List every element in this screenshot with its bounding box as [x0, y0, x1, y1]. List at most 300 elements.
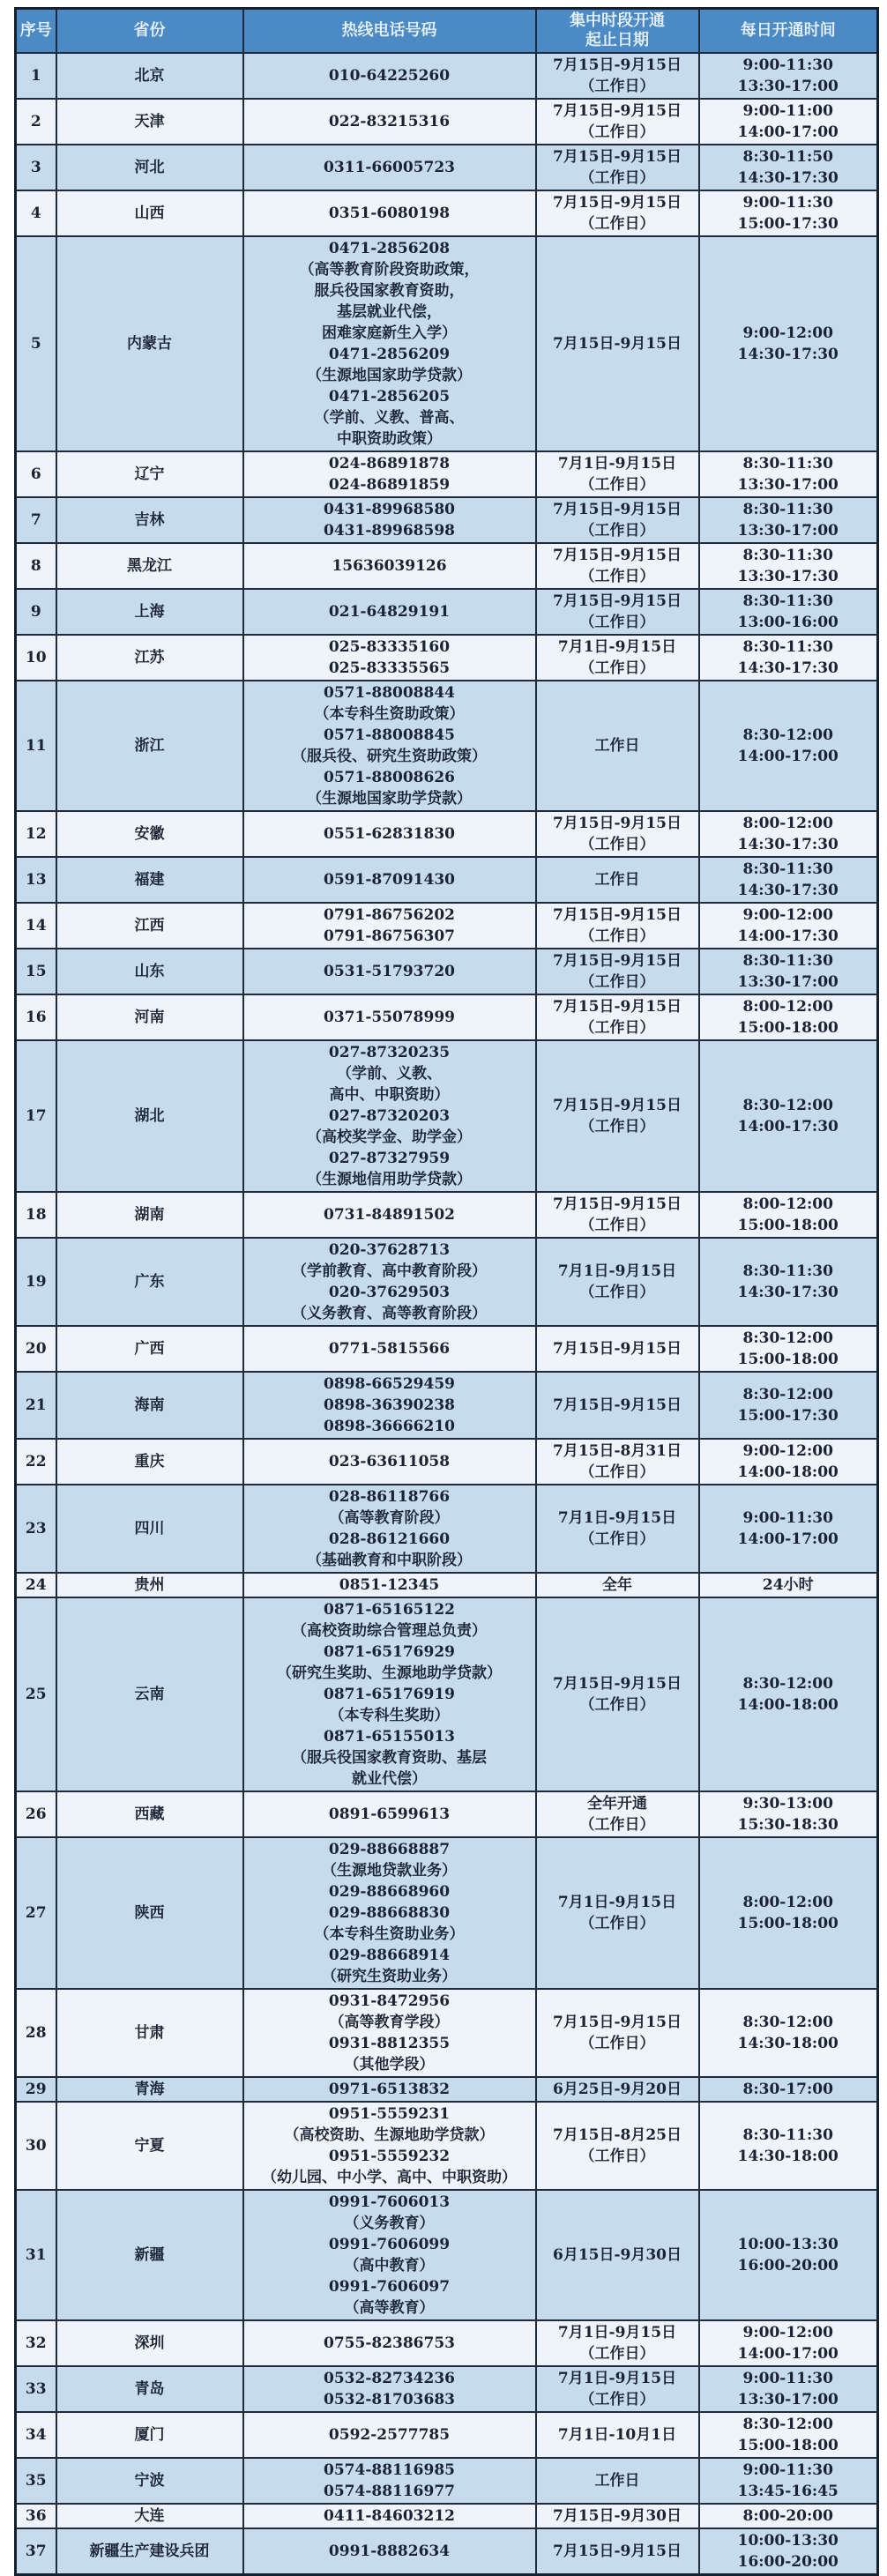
- cell-line: （工作日）: [579, 169, 655, 187]
- cell-line: 024-86891859: [328, 476, 451, 494]
- province-name: [56, 236, 243, 451]
- phone-numbers: [243, 1597, 536, 1791]
- cell-line: 0532-82734236: [324, 2370, 455, 2387]
- cell-line: （工作日）: [579, 1118, 655, 1135]
- cell-line: 0471-2856205: [328, 388, 451, 406]
- province-name: [56, 2458, 243, 2504]
- cell-line: 8:30-11:30: [742, 2126, 833, 2144]
- cell-line: 工作日: [594, 737, 640, 755]
- table-row: [16, 145, 878, 190]
- row-index: [16, 994, 56, 1040]
- cell-line: 8:30-12:00: [742, 2416, 833, 2433]
- cell-line: 8:30-11:30: [742, 455, 833, 473]
- cell-line: （高校资助、生源地助学贷款）: [284, 2126, 495, 2144]
- province-name: [56, 1238, 243, 1326]
- row-index: [16, 53, 56, 99]
- table-row: [16, 2320, 878, 2366]
- cell-line: 8:30-11:30: [742, 592, 833, 610]
- cell-line: 辽宁: [134, 465, 165, 483]
- table-row: [16, 903, 878, 949]
- cell-line: 工作日: [594, 871, 640, 889]
- cell-line: 江苏: [134, 649, 165, 666]
- open-period: [536, 1040, 699, 1192]
- cell-line: （生源地信用助学贷款）: [307, 1171, 472, 1188]
- cell-line: 024-86891878: [328, 455, 451, 473]
- table-row: [16, 1573, 878, 1597]
- cell-line: 029-88668887: [328, 1841, 451, 1858]
- cell-line: 深圳: [134, 2334, 165, 2352]
- cell-line: 028-86118766: [328, 1488, 451, 1506]
- phone-numbers: [243, 1439, 536, 1485]
- phone-numbers: [243, 1372, 536, 1439]
- cell-line: 9: [30, 603, 41, 621]
- cell-line: 0574-88116977: [324, 2483, 455, 2500]
- phone-numbers: [243, 2458, 536, 2504]
- cell-line: 13:30-17:00: [737, 78, 839, 95]
- cell-line: 7月1日-9月15日: [557, 455, 677, 473]
- cell-line: 大连: [134, 2507, 165, 2525]
- province-name: [56, 1372, 243, 1439]
- open-period: [536, 2504, 699, 2528]
- cell-line: 8:30-12:00: [742, 1386, 833, 1403]
- cell-line: 14:00-17:00: [737, 2345, 839, 2363]
- cell-line: （基础教育和中职阶段）: [307, 1552, 472, 1569]
- open-period: [536, 2190, 699, 2320]
- cell-line: 0991-7606099: [328, 2236, 451, 2253]
- cell-line: （高等教育学段）: [329, 2014, 450, 2031]
- cell-line: （工作日）: [579, 1019, 655, 1037]
- daily-hours: [699, 543, 878, 589]
- province-name: [56, 190, 243, 236]
- cell-line: 30: [25, 2137, 47, 2155]
- phone-numbers: [243, 811, 536, 857]
- cell-line: 14:30-17:30: [737, 836, 839, 853]
- row-index: [16, 236, 56, 451]
- province-name: [56, 994, 243, 1040]
- cell-line: 7月15日-9月15日: [552, 906, 682, 924]
- daily-hours: [699, 1326, 878, 1372]
- table-row: [16, 635, 878, 681]
- row-index: [16, 145, 56, 190]
- cell-line: （学前教育、高中教育阶段）: [292, 1262, 487, 1280]
- cell-line: 16:00-20:00: [737, 2257, 839, 2274]
- cell-line: 7月15日-9月15日: [552, 1195, 682, 1213]
- cell-line: 湖南: [134, 1206, 165, 1224]
- open-period: [536, 994, 699, 1040]
- cell-line: （学前、义教、: [337, 1065, 442, 1083]
- province-name: [56, 681, 243, 811]
- cell-line: 20: [25, 1340, 47, 1358]
- cell-line: 17: [25, 1107, 47, 1125]
- cell-line: 0771-5815566: [328, 1340, 451, 1358]
- open-period: [536, 1597, 699, 1791]
- cell-line: 0898-36390238: [324, 1396, 455, 1414]
- cell-line: 26: [25, 1805, 47, 1823]
- table-row: [16, 2412, 878, 2458]
- cell-line: （其他学段）: [344, 2056, 435, 2073]
- cell-line: 15:30-18:30: [737, 1816, 839, 1834]
- daily-hours: [699, 2412, 878, 2458]
- phone-numbers: [243, 681, 536, 811]
- cell-line: （本专科生资助业务）: [314, 1925, 465, 1943]
- cell-line: 0531-51793720: [324, 963, 455, 980]
- cell-line: 8:30-11:50: [742, 148, 833, 166]
- phone-numbers: [243, 451, 536, 497]
- cell-line: 15:00-17:30: [737, 215, 839, 233]
- cell-line: 14:30-17:30: [737, 882, 839, 899]
- col-header-province: [56, 9, 243, 54]
- daily-hours: [699, 857, 878, 903]
- phone-numbers: [243, 1837, 536, 1989]
- cell-line: （本专科生资助政策）: [314, 705, 465, 723]
- cell-line: 22: [25, 1453, 47, 1470]
- phone-numbers: [243, 543, 536, 589]
- cell-line: 0571-88008626: [324, 769, 455, 786]
- table-row: [16, 994, 878, 1040]
- daily-hours: [699, 1439, 878, 1485]
- table-row: [16, 949, 878, 994]
- cell-line: 11: [25, 737, 47, 755]
- province-name: [56, 589, 243, 635]
- cell-line: 工作日: [594, 2472, 640, 2490]
- cell-line: （工作日）: [579, 2148, 655, 2165]
- cell-line: 35: [25, 2472, 47, 2490]
- cell-line: 7月1日-9月15日: [557, 1509, 677, 1527]
- cell-line: （高中教育）: [344, 2257, 435, 2274]
- daily-hours: [699, 903, 878, 949]
- row-index: [16, 451, 56, 497]
- cell-line: （工作日）: [579, 78, 655, 95]
- daily-hours: [699, 1573, 878, 1597]
- phone-numbers: [243, 53, 536, 99]
- province-name: [56, 1439, 243, 1485]
- daily-hours: [699, 1597, 878, 1791]
- cell-line: 7月15日-9月15日: [552, 1340, 682, 1358]
- cell-line: 29: [25, 2081, 47, 2098]
- cell-line: 8:30-11:30: [742, 860, 833, 878]
- cell-line: 8:00-12:00: [742, 1894, 833, 1911]
- cell-line: 0871-65176929: [324, 1643, 455, 1661]
- cell-line: 18: [25, 1206, 47, 1224]
- cell-line: 13:45-16:45: [737, 2483, 839, 2500]
- cell-line: 西藏: [134, 1805, 165, 1823]
- province-name: [56, 451, 243, 497]
- cell-line: （工作日）: [579, 123, 655, 141]
- cell-line: （生源地国家助学贷款）: [307, 367, 472, 384]
- province-name: [56, 1597, 243, 1791]
- phone-numbers: [243, 949, 536, 994]
- cell-line: 28: [25, 2024, 47, 2042]
- cell-line: （研究生奖助、生源地助学贷款）: [277, 1664, 502, 1682]
- table-row: [16, 1372, 878, 1439]
- open-period: [536, 543, 699, 589]
- phone-numbers: [243, 2102, 536, 2190]
- cell-line: 0755-82386753: [324, 2334, 455, 2352]
- open-period: [536, 53, 699, 99]
- cell-line: 天津: [134, 113, 165, 130]
- row-index: [16, 1837, 56, 1989]
- cell-line: 14:00-17:00: [737, 748, 839, 765]
- province-name: [56, 2528, 243, 2575]
- cell-line: 上海: [134, 603, 165, 621]
- row-index: [16, 1326, 56, 1372]
- header-label: 省份: [133, 21, 166, 40]
- cell-line: 8:00-12:00: [742, 998, 833, 1016]
- open-period: [536, 451, 699, 497]
- province-name: [56, 2366, 243, 2412]
- open-period: [536, 2528, 699, 2575]
- cell-line: （生源地国家助学贷款）: [307, 790, 472, 808]
- cell-line: 8:00-12:00: [742, 1195, 833, 1213]
- cell-line: （高校奖学金、助学金）: [307, 1128, 472, 1146]
- cell-line: 14:00-17:00: [737, 1530, 839, 1548]
- cell-line: （高等教育阶段资助政策，: [299, 261, 480, 279]
- cell-line: 13:00-16:00: [737, 614, 839, 631]
- phone-numbers: [243, 1192, 536, 1238]
- cell-line: （工作日）: [579, 568, 655, 585]
- hotline-table: [14, 7, 879, 2576]
- table-row: [16, 190, 878, 236]
- cell-line: 13:30-17:00: [737, 476, 839, 494]
- cell-line: 9:00-11:30: [742, 2370, 833, 2387]
- cell-line: 0851-12345: [339, 1576, 440, 1594]
- open-period: [536, 2366, 699, 2412]
- province-name: [56, 53, 243, 99]
- cell-line: 北京: [134, 67, 165, 85]
- cell-line: 13:30-17:00: [737, 2391, 839, 2408]
- cell-line: 0931-8472956: [328, 1992, 451, 2010]
- cell-line: 7月15日-9月15日: [552, 194, 682, 212]
- cell-line: 13:30-17:00: [737, 522, 839, 540]
- open-period: [536, 2458, 699, 2504]
- cell-line: 7月15日-9月15日: [552, 2014, 682, 2031]
- cell-line: 14:30-17:30: [737, 169, 839, 187]
- cell-line: （工作日）: [579, 522, 655, 540]
- cell-line: 服兵役国家教育资助，: [314, 282, 465, 300]
- row-index: [16, 589, 56, 635]
- cell-line: 8: [30, 557, 41, 575]
- cell-line: 山西: [134, 205, 165, 222]
- cell-line: 河北: [134, 159, 165, 176]
- table-row: [16, 1597, 878, 1791]
- cell-line: 7月1日-9月15日: [557, 2370, 677, 2387]
- table-row: [16, 53, 878, 99]
- cell-line: 16: [25, 1009, 47, 1026]
- header-label: 热线电话号码: [341, 21, 437, 40]
- cell-line: 13: [25, 871, 47, 889]
- cell-line: 宁波: [134, 2472, 165, 2490]
- cell-line: 0311-66005723: [324, 159, 455, 176]
- cell-line: 020-37628713: [328, 1241, 451, 1259]
- table-row: [16, 451, 878, 497]
- province-name: [56, 1989, 243, 2077]
- table-row: [16, 681, 878, 811]
- cell-line: 7月15日-9月15日: [552, 1396, 682, 1414]
- row-index: [16, 2458, 56, 2504]
- cell-line: 新疆生产建设兵团: [89, 2542, 210, 2560]
- daily-hours: [699, 811, 878, 857]
- open-period: [536, 1192, 699, 1238]
- daily-hours: [699, 2320, 878, 2366]
- cell-line: 14:00-17:30: [737, 1118, 839, 1135]
- cell-line: 0574-88116985: [324, 2461, 455, 2479]
- cell-line: 0471-2856208: [328, 240, 451, 257]
- cell-line: 14: [25, 917, 47, 934]
- row-index: [16, 1439, 56, 1485]
- cell-line: 7月15日-9月15日: [552, 998, 682, 1016]
- cell-line: 7月1日-10月1日: [557, 2426, 677, 2444]
- cell-line: 困难家庭新生入学）: [322, 324, 457, 342]
- cell-line: （工作日）: [579, 927, 655, 945]
- cell-line: 广西: [134, 1340, 165, 1358]
- cell-line: （工作日）: [579, 215, 655, 233]
- phone-numbers: [243, 2320, 536, 2366]
- cell-line: 6月15日-9月30日: [552, 2246, 682, 2264]
- province-name: [56, 811, 243, 857]
- cell-line: 浙江: [134, 737, 165, 755]
- cell-line: 7月15日-9月15日: [552, 952, 682, 970]
- cell-line: 吉林: [134, 511, 165, 529]
- daily-hours: [699, 1238, 878, 1326]
- cell-line: （工作日）: [579, 476, 655, 494]
- cell-line: 7月15日-8月25日: [552, 2126, 682, 2144]
- phone-numbers: [243, 2077, 536, 2102]
- phone-numbers: [243, 1791, 536, 1837]
- row-index: [16, 2528, 56, 2575]
- cell-line: 27: [25, 1904, 47, 1922]
- cell-line: 7月15日-9月15日: [552, 335, 682, 353]
- table-row: [16, 589, 878, 635]
- daily-hours: [699, 681, 878, 811]
- row-index: [16, 2504, 56, 2528]
- cell-line: 0871-65165122: [324, 1601, 455, 1619]
- cell-line: 7月15日-9月15日: [552, 1097, 682, 1114]
- cell-line: 7月15日-9月15日: [552, 547, 682, 564]
- cell-line: 14:30-17:30: [737, 659, 839, 677]
- daily-hours: [699, 994, 878, 1040]
- phone-numbers: [243, 1040, 536, 1192]
- cell-line: 7月1日-9月15日: [557, 638, 677, 656]
- cell-line: 028-86121660: [328, 1530, 451, 1548]
- cell-line: 7月1日-9月15日: [557, 1894, 677, 1911]
- cell-line: 8:30-12:00: [742, 2014, 833, 2031]
- phone-numbers: [243, 1326, 536, 1372]
- cell-line: （工作日）: [579, 1816, 655, 1834]
- cell-line: 7月15日-9月15日: [552, 56, 682, 74]
- open-period: [536, 1326, 699, 1372]
- cell-line: （工作日）: [579, 836, 655, 853]
- header-label: 每日开通时间: [740, 21, 836, 40]
- table-row: [16, 1192, 878, 1238]
- cell-line: （工作日）: [579, 659, 655, 677]
- cell-line: 14:30-18:00: [737, 2148, 839, 2165]
- open-period: [536, 857, 699, 903]
- open-period: [536, 1238, 699, 1326]
- daily-hours: [699, 589, 878, 635]
- province-name: [56, 2320, 243, 2366]
- cell-line: 9:00-11:30: [742, 2461, 833, 2479]
- cell-line: 14:30-17:30: [737, 1284, 839, 1301]
- cell-line: 14:30-17:30: [737, 346, 839, 363]
- col-header-phone: [243, 9, 536, 54]
- cell-line: （生源地贷款业务）: [322, 1862, 457, 1880]
- daily-hours: [699, 497, 878, 543]
- cell-line: 9:00-12:00: [742, 324, 833, 342]
- cell-line: 15:00-18:00: [737, 1351, 839, 1368]
- province-name: [56, 635, 243, 681]
- cell-line: （工作日）: [579, 2391, 655, 2408]
- daily-hours: [699, 451, 878, 497]
- cell-line: 025-83335160: [328, 638, 451, 656]
- table-row: [16, 1837, 878, 1989]
- cell-line: 9:00-11:00: [742, 102, 833, 120]
- open-period: [536, 949, 699, 994]
- cell-line: 河南: [134, 1009, 165, 1026]
- cell-line: 36: [25, 2507, 47, 2525]
- province-name: [56, 1485, 243, 1573]
- cell-line: 7月1日-9月15日: [557, 1262, 677, 1280]
- table-row: [16, 236, 878, 451]
- table-body: [16, 53, 878, 2575]
- cell-line: 0431-89968598: [324, 522, 455, 540]
- cell-line: 1: [30, 67, 41, 85]
- header-label: 序号: [19, 21, 52, 40]
- cell-line: 新疆: [134, 2246, 165, 2264]
- phone-numbers: [243, 1989, 536, 2077]
- cell-line: 0791-86756307: [324, 927, 455, 945]
- row-index: [16, 857, 56, 903]
- cell-line: 0551-62831830: [324, 825, 455, 843]
- province-name: [56, 857, 243, 903]
- open-period: [536, 1837, 699, 1989]
- cell-line: 027-87327959: [328, 1150, 451, 1167]
- row-index: [16, 1192, 56, 1238]
- cell-line: 7月15日-9月30日: [552, 2507, 682, 2525]
- cell-line: 广东: [134, 1273, 165, 1291]
- daily-hours: [699, 2504, 878, 2528]
- cell-line: 34: [25, 2426, 47, 2444]
- table-row: [16, 2077, 878, 2102]
- row-index: [16, 1485, 56, 1573]
- table-row: [16, 2458, 878, 2504]
- cell-line: （服兵役国家教育资助、基层: [292, 1749, 487, 1767]
- cell-line: 0471-2856209: [328, 346, 451, 363]
- daily-hours: [699, 2366, 878, 2412]
- phone-numbers: [243, 99, 536, 145]
- cell-line: 022-83215316: [328, 113, 451, 130]
- phone-numbers: [243, 497, 536, 543]
- province-name: [56, 1837, 243, 1989]
- phone-numbers: [243, 236, 536, 451]
- cell-line: 8:30-12:00: [742, 1329, 833, 1347]
- phone-numbers: [243, 2528, 536, 2575]
- table-row: [16, 1439, 878, 1485]
- daily-hours: [699, 1837, 878, 1989]
- row-index: [16, 2190, 56, 2320]
- cell-line: 0371-55078999: [324, 1009, 455, 1026]
- phone-numbers: [243, 2190, 536, 2320]
- table-row: [16, 857, 878, 903]
- cell-line: 027-87320203: [328, 1107, 451, 1125]
- cell-line: 山东: [134, 963, 165, 980]
- table-row: [16, 2366, 878, 2412]
- cell-line: 8:30-12:00: [742, 1097, 833, 1114]
- cell-line: （高等教育）: [344, 2299, 435, 2317]
- open-period: [536, 811, 699, 857]
- cell-line: 0871-65155013: [324, 1728, 455, 1746]
- cell-line: 内蒙古: [127, 335, 172, 353]
- table-row: [16, 2190, 878, 2320]
